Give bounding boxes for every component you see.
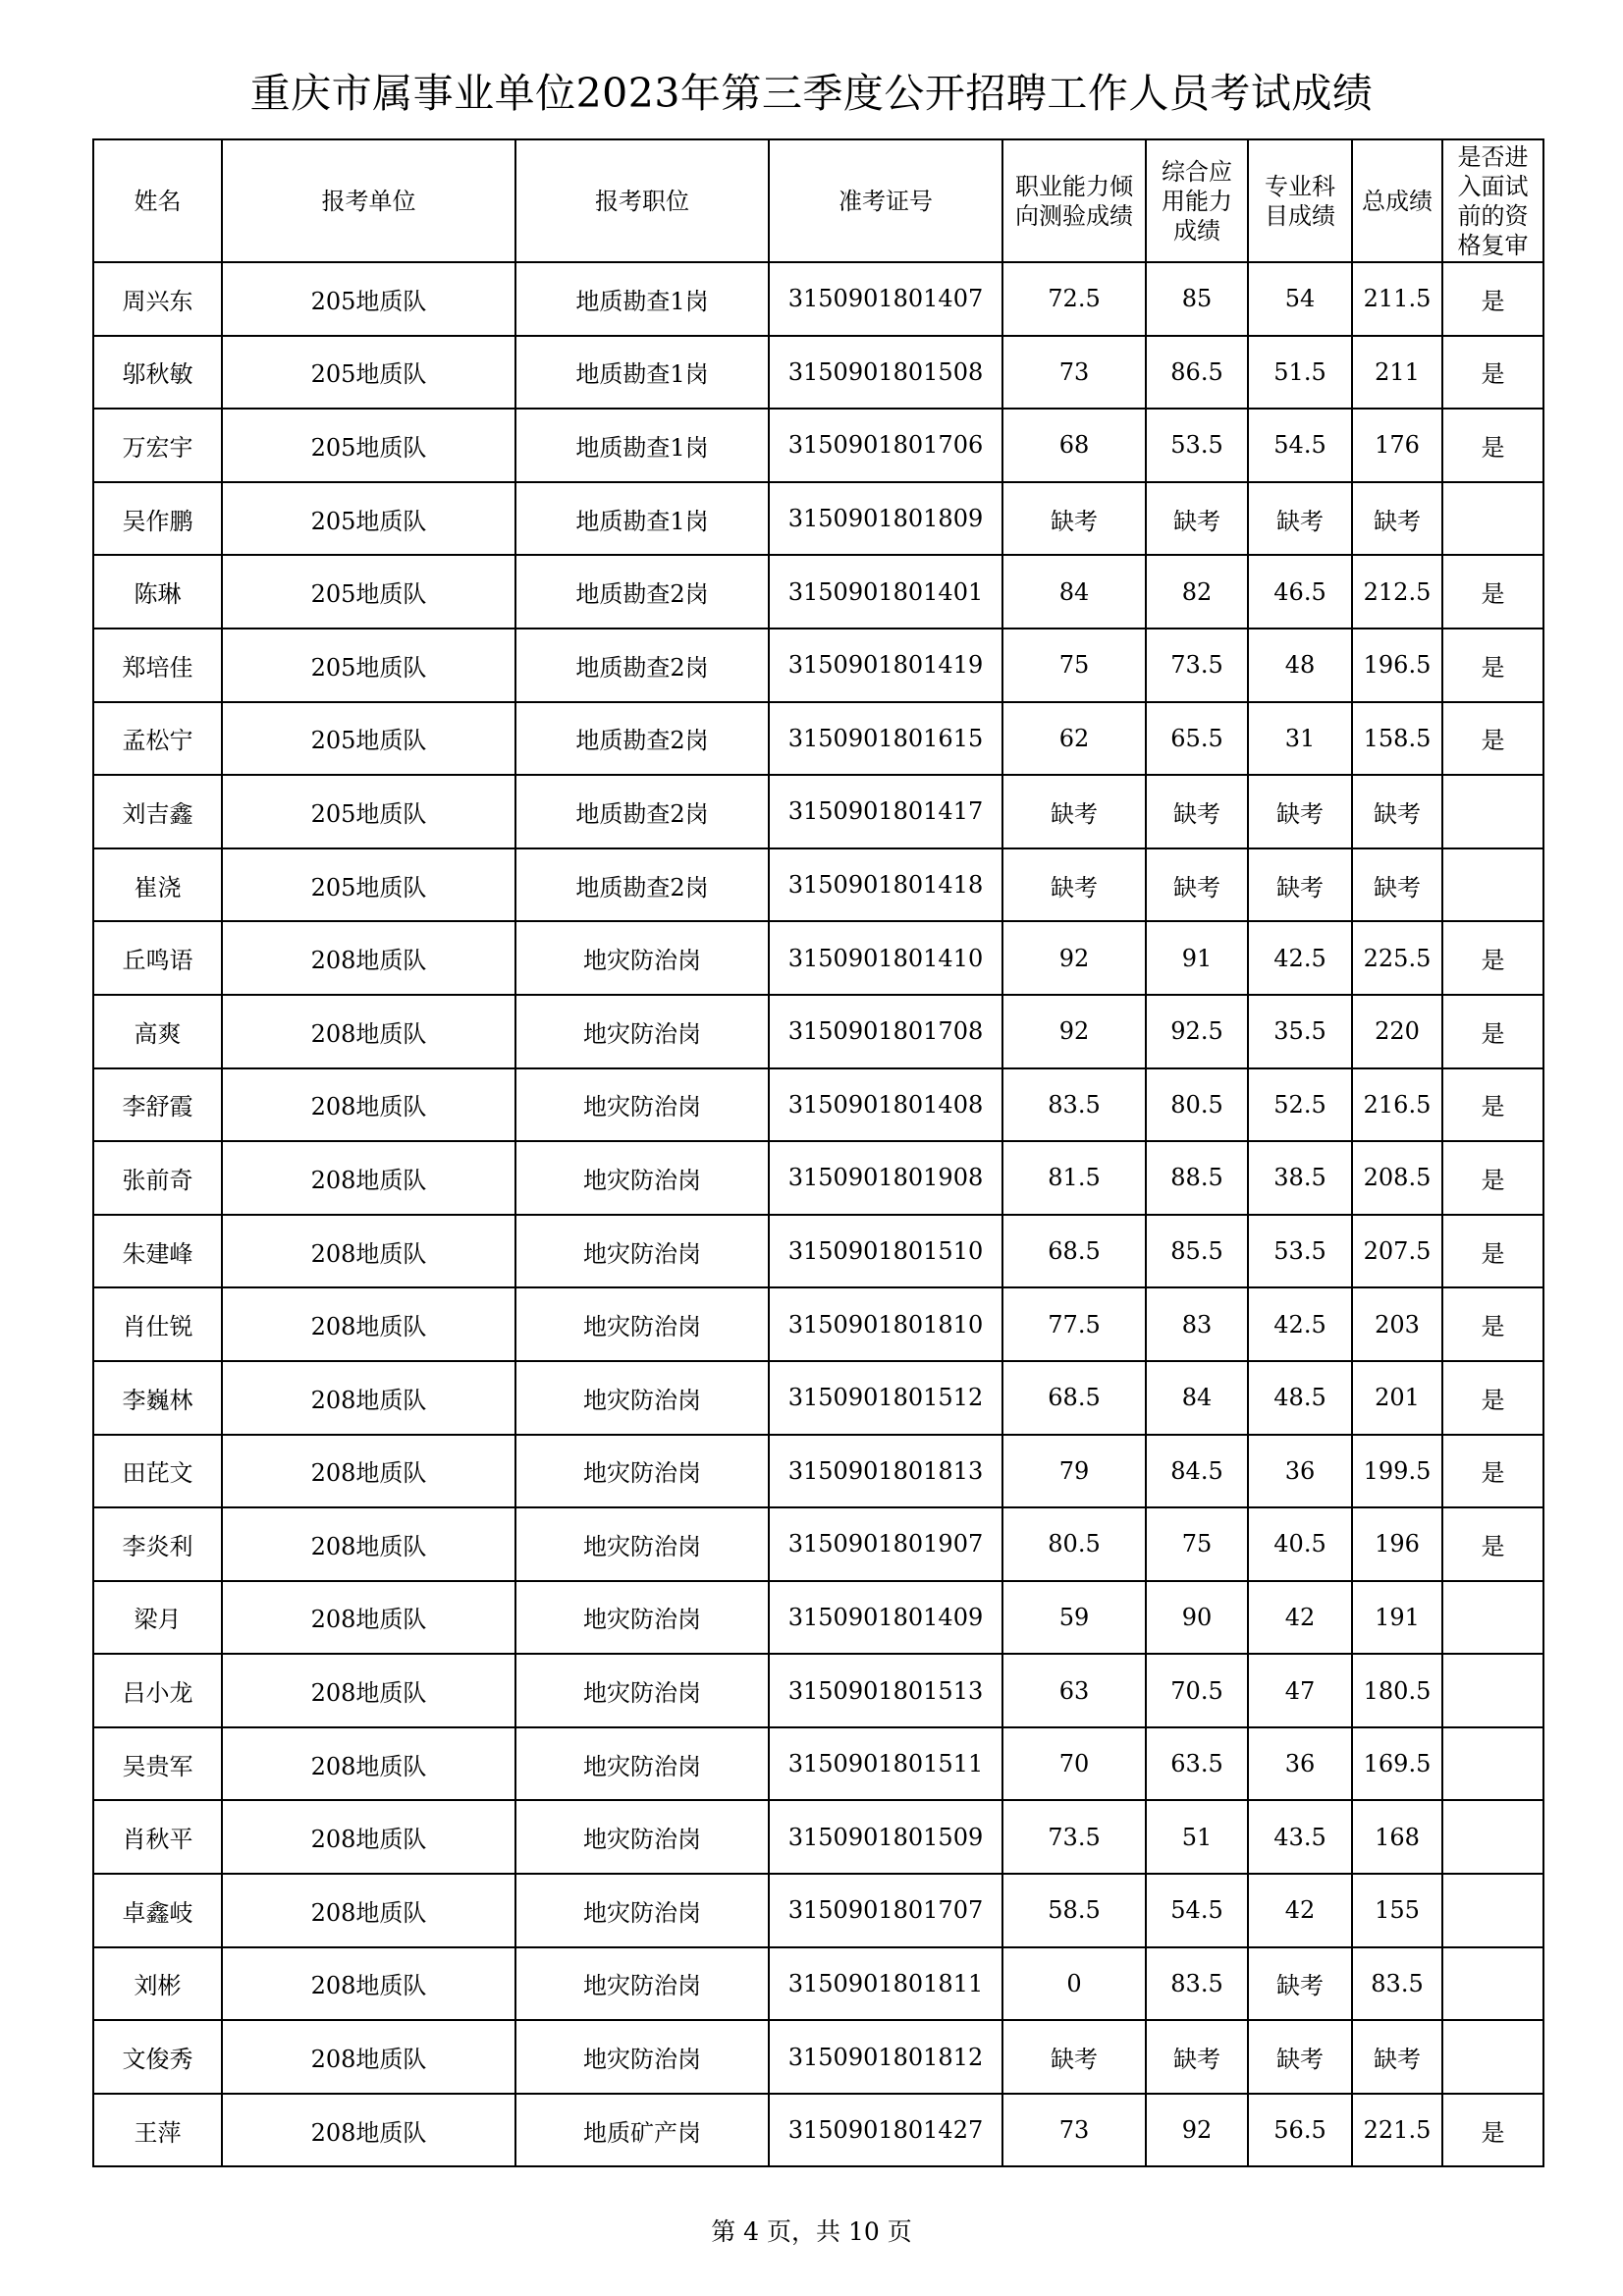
cell-name: 田芘文 [93,1435,222,1508]
page-number: 第 4 页，共 10 页 [711,2217,912,2246]
cell-qualified: 是 [1442,702,1543,776]
cell-ticket: 3150901801809 [769,482,1002,556]
cell-total-score: 225.5 [1352,921,1442,995]
cell-total-score: 201 [1352,1361,1442,1435]
cell-ticket: 3150901801409 [769,1581,1002,1655]
cell-comprehensive-score: 54.5 [1146,1874,1248,1947]
table-row [93,702,1543,776]
cell-ticket: 3150901801907 [769,1507,1002,1581]
cell-ticket: 3150901801708 [769,995,1002,1068]
cell-comprehensive-score: 51 [1146,1800,1248,1874]
col-header-total: 总成绩 [1352,139,1442,262]
cell-qualified: 是 [1442,1215,1543,1288]
cell-aptitude-score: 81.5 [1002,1141,1146,1215]
cell-unit: 205地质队 [222,336,515,410]
cell-unit: 205地质队 [222,848,515,922]
cell-comprehensive-score: 83 [1146,1287,1248,1361]
cell-professional-score: 缺考 [1248,775,1352,848]
cell-qualified [1442,1947,1543,2021]
cell-ticket: 3150901801419 [769,629,1002,702]
cell-position: 地质矿产岗 [515,2094,769,2167]
table-row [93,482,1543,556]
cell-name: 朱建峰 [93,1215,222,1288]
cell-comprehensive-score: 缺考 [1146,775,1248,848]
cell-professional-score: 42.5 [1248,921,1352,995]
cell-name: 王萍 [93,2094,222,2167]
cell-name: 文俊秀 [93,2020,222,2094]
cell-qualified [1442,1654,1543,1727]
cell-ticket: 3150901801408 [769,1068,1002,1142]
cell-name: 陈琳 [93,555,222,629]
cell-qualified: 是 [1442,2094,1543,2167]
cell-ticket: 3150901801407 [769,262,1002,336]
cell-qualified [1442,2020,1543,2094]
cell-total-score: 缺考 [1352,775,1442,848]
cell-name: 刘彬 [93,1947,222,2021]
cell-ticket: 3150901801410 [769,921,1002,995]
cell-total-score: 缺考 [1352,482,1442,556]
cell-comprehensive-score: 65.5 [1146,702,1248,776]
cell-total-score: 211 [1352,336,1442,410]
cell-name: 孟松宁 [93,702,222,776]
cell-comprehensive-score: 88.5 [1146,1141,1248,1215]
cell-aptitude-score: 68 [1002,409,1146,482]
cell-professional-score: 46.5 [1248,555,1352,629]
cell-comprehensive-score: 73.5 [1146,629,1248,702]
cell-position: 地质勘查1岗 [515,482,769,556]
cell-unit: 208地质队 [222,1068,515,1142]
cell-ticket: 3150901801811 [769,1947,1002,2021]
cell-position: 地质勘查1岗 [515,409,769,482]
cell-ticket: 3150901801706 [769,409,1002,482]
table-row [93,1581,1543,1655]
cell-aptitude-score: 缺考 [1002,848,1146,922]
cell-professional-score: 36 [1248,1727,1352,1801]
cell-aptitude-score: 83.5 [1002,1068,1146,1142]
cell-position: 地灾防治岗 [515,1800,769,1874]
cell-qualified: 是 [1442,1361,1543,1435]
cell-aptitude-score: 68.5 [1002,1361,1146,1435]
cell-professional-score: 42 [1248,1581,1352,1655]
cell-qualified: 是 [1442,1435,1543,1508]
cell-qualified: 是 [1442,1141,1543,1215]
cell-comprehensive-score: 85.5 [1146,1215,1248,1288]
cell-qualified: 是 [1442,995,1543,1068]
cell-position: 地灾防治岗 [515,995,769,1068]
cell-professional-score: 54.5 [1248,409,1352,482]
cell-qualified: 是 [1442,1287,1543,1361]
table-row [93,2020,1543,2094]
cell-name: 李巍林 [93,1361,222,1435]
cell-position: 地灾防治岗 [515,1947,769,2021]
cell-ticket: 3150901801510 [769,1215,1002,1288]
cell-total-score: 221.5 [1352,2094,1442,2167]
cell-unit: 208地质队 [222,1141,515,1215]
cell-comprehensive-score: 90 [1146,1581,1248,1655]
table-row [93,1874,1543,1947]
cell-total-score: 220 [1352,995,1442,1068]
table-row [93,1800,1543,1874]
cell-position: 地灾防治岗 [515,1435,769,1508]
cell-aptitude-score: 68.5 [1002,1215,1146,1288]
cell-professional-score: 52.5 [1248,1068,1352,1142]
cell-professional-score: 54 [1248,262,1352,336]
cell-total-score: 83.5 [1352,1947,1442,2021]
cell-qualified: 是 [1442,921,1543,995]
cell-unit: 205地质队 [222,775,515,848]
cell-comprehensive-score: 缺考 [1146,848,1248,922]
cell-position: 地灾防治岗 [515,1727,769,1801]
cell-professional-score: 51.5 [1248,336,1352,410]
cell-name: 吴作鹏 [93,482,222,556]
cell-unit: 208地质队 [222,1581,515,1655]
table-row [93,1287,1543,1361]
cell-position: 地质勘查2岗 [515,629,769,702]
cell-qualified [1442,482,1543,556]
cell-unit: 208地质队 [222,1361,515,1435]
cell-comprehensive-score: 83.5 [1146,1947,1248,2021]
cell-aptitude-score: 72.5 [1002,262,1146,336]
cell-professional-score: 53.5 [1248,1215,1352,1288]
cell-ticket: 3150901801508 [769,336,1002,410]
cell-total-score: 155 [1352,1874,1442,1947]
cell-position: 地灾防治岗 [515,1507,769,1581]
cell-unit: 205地质队 [222,262,515,336]
cell-position: 地灾防治岗 [515,921,769,995]
cell-aptitude-score: 缺考 [1002,482,1146,556]
table-row [93,1215,1543,1288]
cell-unit: 208地质队 [222,1215,515,1288]
cell-comprehensive-score: 91 [1146,921,1248,995]
col-header-ticket: 准考证号 [769,139,1002,262]
score-table [92,138,1544,2167]
cell-comprehensive-score: 82 [1146,555,1248,629]
cell-professional-score: 48 [1248,629,1352,702]
col-header-name: 姓名 [93,139,222,262]
cell-qualified: 是 [1442,262,1543,336]
table-row [93,1141,1543,1215]
table-row [93,336,1543,410]
cell-total-score: 缺考 [1352,2020,1442,2094]
table-row [93,848,1543,922]
cell-comprehensive-score: 70.5 [1146,1654,1248,1727]
cell-qualified [1442,1581,1543,1655]
cell-total-score: 211.5 [1352,262,1442,336]
cell-name: 邬秋敏 [93,336,222,410]
table-row [93,1947,1543,2021]
cell-total-score: 196.5 [1352,629,1442,702]
cell-unit: 208地质队 [222,2020,515,2094]
cell-total-score: 缺考 [1352,848,1442,922]
cell-ticket: 3150901801615 [769,702,1002,776]
table-row [93,1727,1543,1801]
header-row [93,139,1543,262]
cell-total-score: 203 [1352,1287,1442,1361]
cell-comprehensive-score: 63.5 [1146,1727,1248,1801]
cell-comprehensive-score: 80.5 [1146,1068,1248,1142]
cell-ticket: 3150901801513 [769,1654,1002,1727]
cell-professional-score: 43.5 [1248,1800,1352,1874]
cell-position: 地质勘查2岗 [515,848,769,922]
cell-name: 丘鸣语 [93,921,222,995]
cell-aptitude-score: 79 [1002,1435,1146,1508]
cell-unit: 208地质队 [222,921,515,995]
cell-unit: 208地质队 [222,1507,515,1581]
cell-professional-score: 31 [1248,702,1352,776]
cell-aptitude-score: 84 [1002,555,1146,629]
cell-position: 地灾防治岗 [515,1581,769,1655]
cell-professional-score: 48.5 [1248,1361,1352,1435]
cell-comprehensive-score: 75 [1146,1507,1248,1581]
cell-total-score: 196 [1352,1507,1442,1581]
table-row [93,1654,1543,1727]
cell-ticket: 3150901801908 [769,1141,1002,1215]
cell-unit: 205地质队 [222,409,515,482]
cell-qualified: 是 [1442,555,1543,629]
cell-unit: 205地质队 [222,482,515,556]
cell-ticket: 3150901801512 [769,1361,1002,1435]
cell-comprehensive-score: 86.5 [1146,336,1248,410]
cell-name: 周兴东 [93,262,222,336]
cell-professional-score: 56.5 [1248,2094,1352,2167]
cell-position: 地质勘查1岗 [515,262,769,336]
table-row [93,629,1543,702]
table-row [93,555,1543,629]
cell-ticket: 3150901801810 [769,1287,1002,1361]
col-header-professional: 专业科目成绩 [1248,139,1352,262]
cell-aptitude-score: 0 [1002,1947,1146,2021]
table-row [93,2094,1543,2167]
table-row [93,1361,1543,1435]
cell-total-score: 199.5 [1352,1435,1442,1508]
cell-aptitude-score: 73 [1002,336,1146,410]
cell-ticket: 3150901801812 [769,2020,1002,2094]
cell-unit: 208地质队 [222,1727,515,1801]
cell-comprehensive-score: 85 [1146,262,1248,336]
cell-position: 地灾防治岗 [515,1141,769,1215]
cell-qualified: 是 [1442,336,1543,410]
cell-name: 吕小龙 [93,1654,222,1727]
cell-professional-score: 42 [1248,1874,1352,1947]
cell-comprehensive-score: 92.5 [1146,995,1248,1068]
cell-name: 刘吉鑫 [93,775,222,848]
cell-unit: 208地质队 [222,1654,515,1727]
cell-professional-score: 42.5 [1248,1287,1352,1361]
cell-unit: 208地质队 [222,995,515,1068]
cell-aptitude-score: 73.5 [1002,1800,1146,1874]
col-header-unit: 报考单位 [222,139,515,262]
cell-position: 地质勘查2岗 [515,702,769,776]
cell-total-score: 176 [1352,409,1442,482]
table-row [93,775,1543,848]
cell-ticket: 3150901801511 [769,1727,1002,1801]
cell-total-score: 207.5 [1352,1215,1442,1288]
cell-ticket: 3150901801418 [769,848,1002,922]
cell-aptitude-score: 80.5 [1002,1507,1146,1581]
cell-total-score: 191 [1352,1581,1442,1655]
cell-name: 李炎利 [93,1507,222,1581]
cell-aptitude-score: 92 [1002,921,1146,995]
cell-comprehensive-score: 84.5 [1146,1435,1248,1508]
cell-qualified [1442,1874,1543,1947]
cell-name: 张前奇 [93,1141,222,1215]
cell-name: 崔浇 [93,848,222,922]
cell-name: 肖仕锐 [93,1287,222,1361]
cell-unit: 208地质队 [222,1947,515,2021]
cell-name: 卓鑫岐 [93,1874,222,1947]
cell-name: 吴贵军 [93,1727,222,1801]
cell-name: 梁月 [93,1581,222,1655]
cell-position: 地灾防治岗 [515,1654,769,1727]
cell-ticket: 3150901801813 [769,1435,1002,1508]
cell-aptitude-score: 70 [1002,1727,1146,1801]
table-row [93,995,1543,1068]
cell-qualified: 是 [1442,629,1543,702]
col-header-aptitude: 职业能力倾向测验成绩 [1002,139,1146,262]
cell-qualified [1442,848,1543,922]
cell-position: 地灾防治岗 [515,2020,769,2094]
cell-professional-score: 缺考 [1248,848,1352,922]
cell-aptitude-score: 77.5 [1002,1287,1146,1361]
cell-professional-score: 缺考 [1248,2020,1352,2094]
cell-position: 地灾防治岗 [515,1287,769,1361]
cell-professional-score: 40.5 [1248,1507,1352,1581]
score-table-body [93,262,1543,2166]
cell-total-score: 180.5 [1352,1654,1442,1727]
cell-position: 地灾防治岗 [515,1361,769,1435]
cell-unit: 205地质队 [222,702,515,776]
cell-qualified [1442,1727,1543,1801]
cell-qualified: 是 [1442,1507,1543,1581]
cell-comprehensive-score: 缺考 [1146,482,1248,556]
cell-aptitude-score: 58.5 [1002,1874,1146,1947]
cell-ticket: 3150901801509 [769,1800,1002,1874]
cell-aptitude-score: 缺考 [1002,2020,1146,2094]
cell-unit: 208地质队 [222,1435,515,1508]
cell-aptitude-score: 73 [1002,2094,1146,2167]
cell-unit: 208地质队 [222,1287,515,1361]
cell-aptitude-score: 75 [1002,629,1146,702]
cell-aptitude-score: 63 [1002,1654,1146,1727]
cell-total-score: 169.5 [1352,1727,1442,1801]
cell-total-score: 216.5 [1352,1068,1442,1142]
cell-aptitude-score: 59 [1002,1581,1146,1655]
table-row [93,921,1543,995]
col-header-position: 报考职位 [515,139,769,262]
cell-comprehensive-score: 缺考 [1146,2020,1248,2094]
cell-aptitude-score: 缺考 [1002,775,1146,848]
cell-professional-score: 38.5 [1248,1141,1352,1215]
table-row [93,1507,1543,1581]
cell-total-score: 212.5 [1352,555,1442,629]
cell-aptitude-score: 92 [1002,995,1146,1068]
page-title: 重庆市属事业单位2023年第三季度公开招聘工作人员考试成绩 [249,70,1374,117]
cell-position: 地质勘查2岗 [515,775,769,848]
cell-name: 万宏宇 [93,409,222,482]
table-row [93,1068,1543,1142]
cell-professional-score: 47 [1248,1654,1352,1727]
cell-qualified [1442,775,1543,848]
cell-ticket: 3150901801401 [769,555,1002,629]
cell-professional-score: 35.5 [1248,995,1352,1068]
cell-professional-score: 36 [1248,1435,1352,1508]
cell-total-score: 168 [1352,1800,1442,1874]
cell-position: 地灾防治岗 [515,1068,769,1142]
col-header-qualified: 是否进入面试前的资格复审 [1442,139,1543,262]
cell-unit: 205地质队 [222,629,515,702]
cell-comprehensive-score: 53.5 [1146,409,1248,482]
cell-position: 地质勘查1岗 [515,336,769,410]
cell-ticket: 3150901801707 [769,1874,1002,1947]
cell-position: 地质勘查2岗 [515,555,769,629]
cell-comprehensive-score: 84 [1146,1361,1248,1435]
cell-qualified: 是 [1442,1068,1543,1142]
cell-total-score: 158.5 [1352,702,1442,776]
cell-position: 地灾防治岗 [515,1215,769,1288]
cell-total-score: 208.5 [1352,1141,1442,1215]
cell-name: 高爽 [93,995,222,1068]
col-header-comprehensive: 综合应用能力成绩 [1146,139,1248,262]
cell-unit: 208地质队 [222,1800,515,1874]
cell-qualified: 是 [1442,409,1543,482]
cell-professional-score: 缺考 [1248,1947,1352,2021]
cell-name: 李舒霞 [93,1068,222,1142]
cell-unit: 208地质队 [222,2094,515,2167]
table-row [93,262,1543,336]
cell-name: 郑培佳 [93,629,222,702]
table-row [93,1435,1543,1508]
cell-comprehensive-score: 92 [1146,2094,1248,2167]
cell-unit: 208地质队 [222,1874,515,1947]
cell-name: 肖秋平 [93,1800,222,1874]
cell-position: 地灾防治岗 [515,1874,769,1947]
cell-ticket: 3150901801427 [769,2094,1002,2167]
cell-professional-score: 缺考 [1248,482,1352,556]
cell-qualified [1442,1800,1543,1874]
cell-aptitude-score: 62 [1002,702,1146,776]
cell-unit: 205地质队 [222,555,515,629]
table-row [93,409,1543,482]
cell-ticket: 3150901801417 [769,775,1002,848]
